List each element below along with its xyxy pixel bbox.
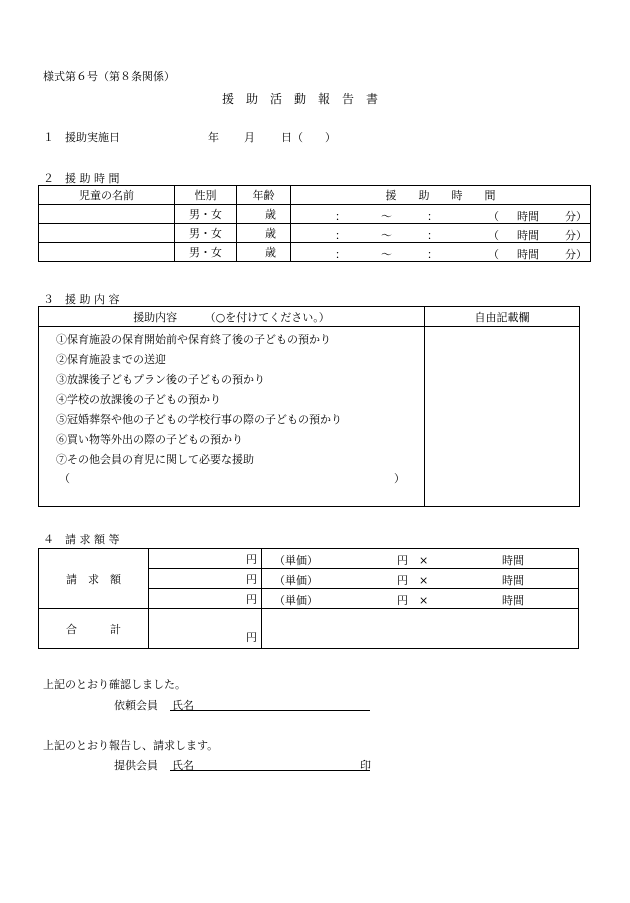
section1-label: １ 援助実施日 [43,131,120,144]
list-item[interactable]: ②保育施設までの送迎 [56,353,166,366]
header-child-name: 児童の名前 [39,186,175,205]
child-name-cell[interactable] [39,243,175,262]
age-cell[interactable]: 歳 [237,205,291,224]
gender-cell[interactable]: 男・女 [175,243,237,262]
billing-table [38,548,579,649]
year-label: 年 [208,131,219,144]
requester-name-label: 氏名 [172,699,194,712]
list-item[interactable]: ⑤冠婚葬祭や他の子どもの学校行事の際の子どもの預かり [56,413,342,426]
table-row [39,243,591,262]
provider-name-label: 氏名 [172,759,194,772]
gender-cell[interactable]: 男・女 [175,224,237,243]
requester-signature-line[interactable] [170,710,370,711]
unit-cell[interactable]: （単価） 円 × 時間 [262,549,579,569]
list-item[interactable]: ①保育施設の保育開始前や保育終了後の子どもの預かり [56,333,331,346]
list-item[interactable]: ④学校の放課後の子どもの預かり [56,393,221,406]
content-items-cell [39,327,425,507]
amount-cell[interactable]: 円 [149,589,262,609]
header-time: 援 助 時 間 [291,186,591,205]
list-item[interactable]: ⑥買い物等外出の際の子どもの預かり [56,433,243,446]
paren-open: （ [59,472,70,485]
requester-label: 依頼会員 [114,699,158,712]
list-item[interactable]: ③放課後子どもプラン後の子どもの預かり [56,373,265,386]
billing-label: 請 求 額 [39,549,149,609]
section4-label: ４ 請 求 額 等 [43,533,120,546]
age-cell[interactable]: 歳 [237,243,291,262]
gender-cell[interactable]: 男・女 [175,205,237,224]
provider-signature-line[interactable] [170,770,370,771]
form-number: 様式第６号（第８条関係） [43,70,175,83]
time-table [38,185,591,262]
header-content: 援助内容 （○を付けてください。） [39,307,425,327]
time-cell[interactable]: ： ～ ： （ 時間 分） [291,205,591,224]
total-label: 合 計 [39,609,149,649]
free-text-cell[interactable] [425,327,580,507]
time-cell[interactable]: ： ～ ： （ 時間 分） [291,243,591,262]
table-row [39,205,591,224]
confirm-text: 上記のとおり確認しました。 [43,678,186,691]
month-label: 月 [244,131,255,144]
age-cell[interactable]: 歳 [237,224,291,243]
header-gender: 性別 [175,186,237,205]
section2-label: ２ 援 助 時 間 [43,172,120,185]
unit-cell[interactable]: （単価） 円 × 時間 [262,589,579,609]
amount-cell[interactable]: 円 [149,549,262,569]
document-title: 援 助 活 動 報 告 書 [222,92,379,106]
day-label: 日（ ） [281,131,336,144]
section3-label: ３ 援 助 内 容 [43,293,120,306]
header-age: 年齢 [237,186,291,205]
header-free: 自由記載欄 [425,307,580,327]
total-blank-cell [262,609,579,649]
list-item[interactable]: ⑦その他会員の育児に関して必要な援助 [56,453,254,466]
child-name-cell[interactable] [39,205,175,224]
total-amount-cell[interactable]: 円 [149,609,262,649]
amount-cell[interactable]: 円 [149,569,262,589]
paren-close: ） [394,472,405,485]
report-text: 上記のとおり報告し、請求します。 [43,739,219,752]
unit-cell[interactable]: （単価） 円 × 時間 [262,569,579,589]
seal-mark: 印 [360,759,371,772]
time-cell[interactable]: ： ～ ： （ 時間 分） [291,224,591,243]
child-name-cell[interactable] [39,224,175,243]
table-row [39,224,591,243]
content-table [38,306,580,507]
provider-label: 提供会員 [114,759,158,772]
